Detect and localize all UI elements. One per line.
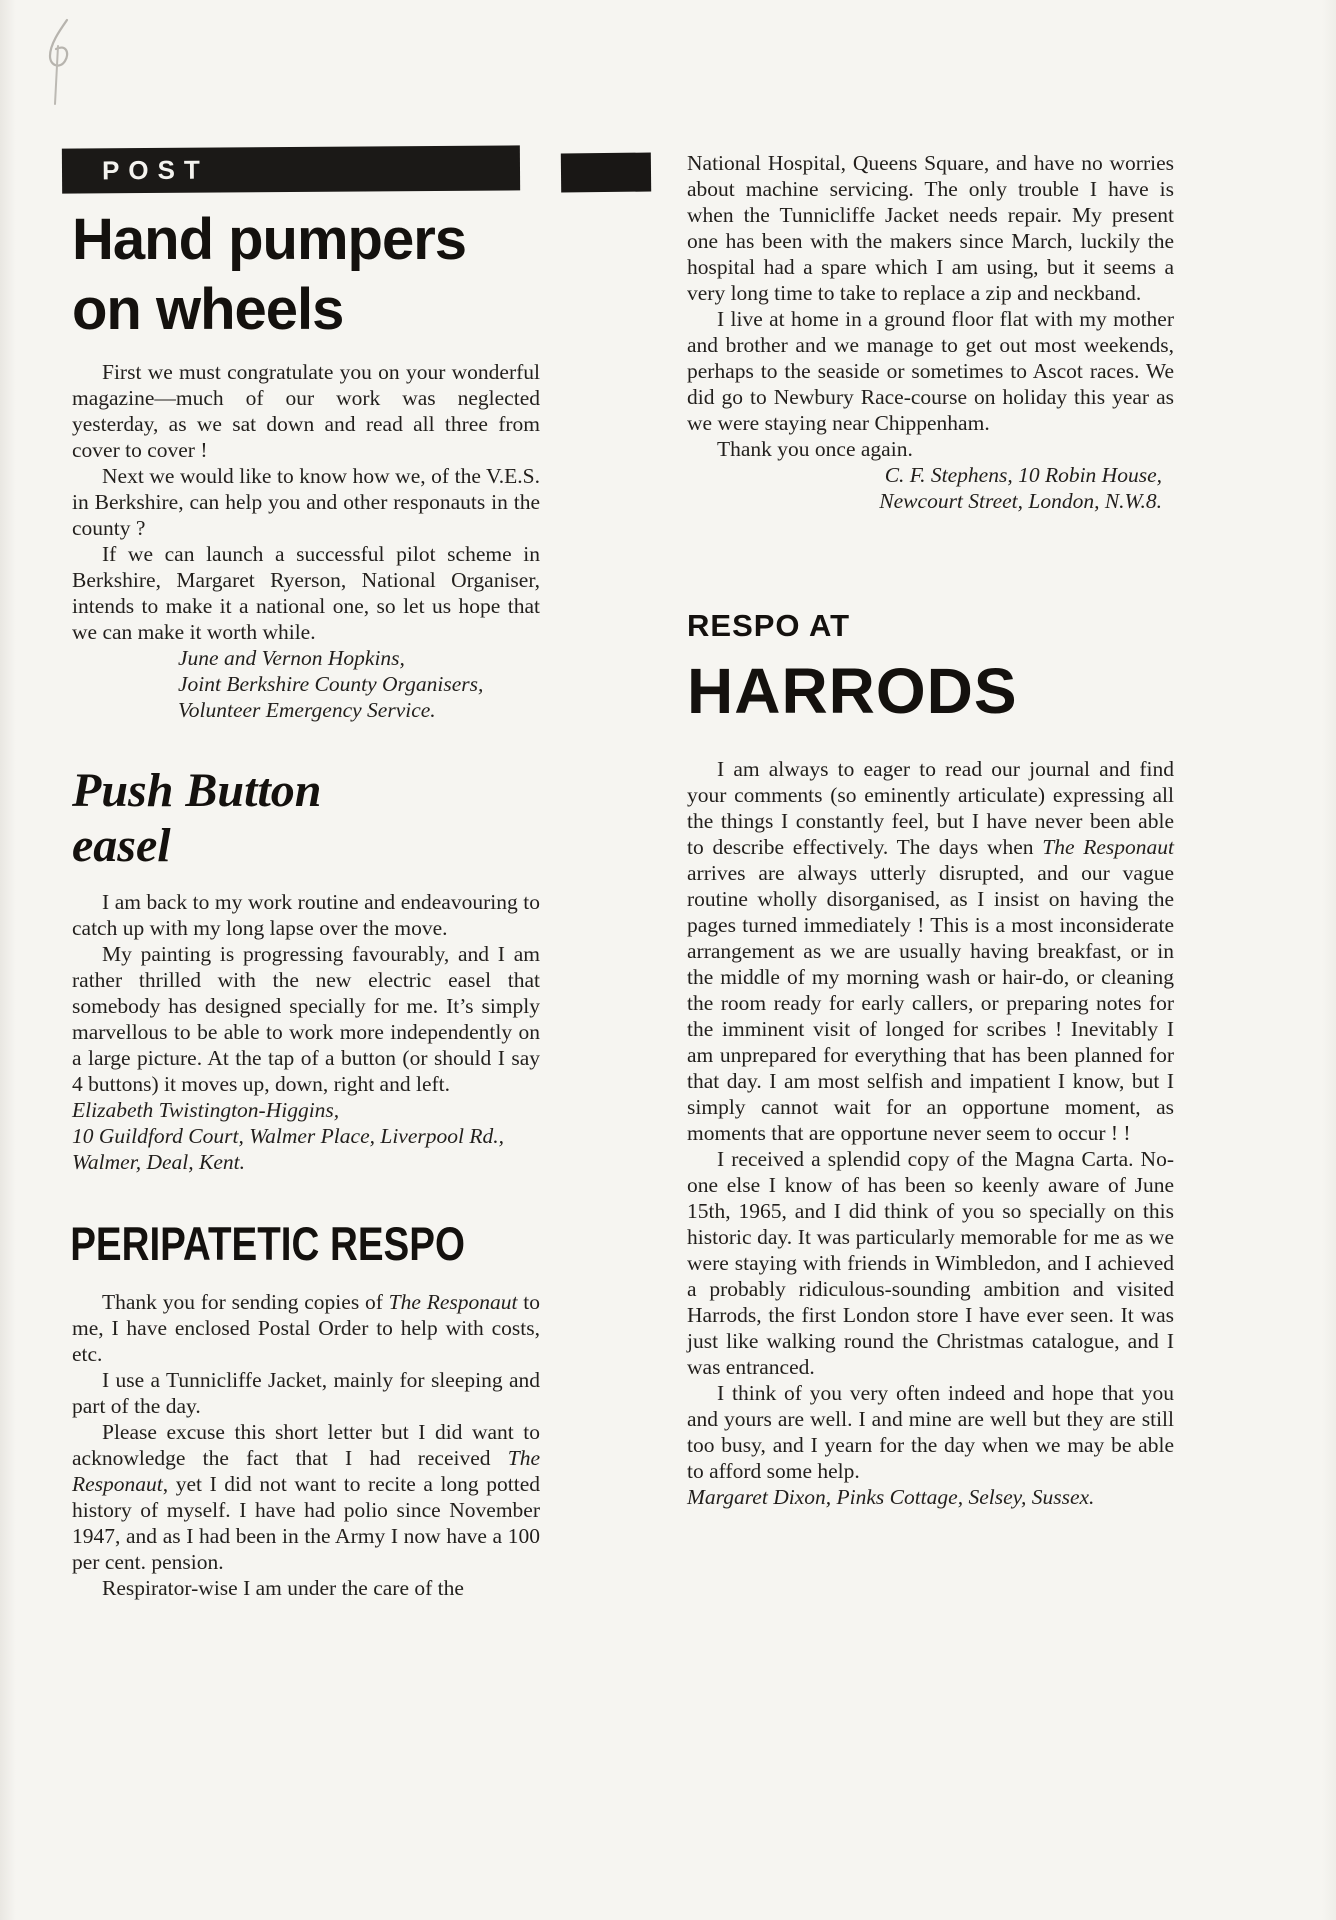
article-title-push-button-easel bbox=[62, 763, 540, 873]
right-column bbox=[687, 150, 1174, 1510]
title-line: on wheels bbox=[72, 277, 344, 342]
letter-paragraph: I think of you very often indeed and hope that you and yours are well. I and mine are well but they are still too busy, and I yearn for the day when we may be able to afford some help. bbox=[687, 1381, 1174, 1483]
ink-block-mark bbox=[561, 153, 651, 193]
letter-paragraph: Next we would like to know how we, of the V.E.S. in Berkshire, can help you and other responauts in the county ? bbox=[72, 464, 540, 540]
letter-paragraph: Thank you once again. bbox=[717, 437, 913, 461]
letter-paragraph: Respirator-wise I am under the care of the bbox=[102, 1576, 464, 1600]
letter-signature bbox=[178, 645, 540, 723]
signature-line: Elizabeth Twistington-Higgins, bbox=[72, 1098, 340, 1122]
left-column bbox=[62, 205, 540, 1601]
article-kicker-respo-at: RESPO AT bbox=[687, 608, 851, 643]
signature-line: C. F. Stephens, 10 Robin House, bbox=[884, 463, 1162, 487]
article-title-peripatetic-respo: PERIPATETIC RESPO bbox=[70, 1217, 465, 1270]
signature-line: Volunteer Emergency Service. bbox=[178, 698, 436, 722]
letter-signature bbox=[62, 1097, 540, 1175]
letter-paragraph: I am always to eager to read our journal and find your comments (so eminently articulate) expressing all the things I constantly feel, but I have never been able to describe effectively. The days when The Responaut arrives are always utterly disrupted, and our vague routine wholly disorganised, as I insist on having the pages turned immediately ! This is a most inconsiderate arrangement as we are usually having breakfast, or in the middle of my morning wash or hair-do, or cleaning the room ready for early callers, or preparing notes for the imminent visit of longed for scribes ! Inevitably I am unprepared for everything that has been planned for that day. I am most selfish and impatient I know, but I simply cannot wait for an opportune moment, as moments that are opportune never seem to occur ! ! bbox=[687, 757, 1174, 1145]
letter-paragraph: I use a Tunnicliffe Jacket, mainly for sleeping and part of the day. bbox=[72, 1368, 540, 1418]
letter-paragraph: My painting is progressing favourably, and I am rather thrilled with the new electric easel that somebody has designed specially for me. It’s simply marvellous to be able to work more independently on a large picture. At the tap of a button (or should I say 4 buttons) it moves up, down, right and left. bbox=[72, 942, 540, 1096]
letter-paragraph: Please excuse this short letter but I did want to acknowledge the fact that I had received The Responaut, yet I did not want to recite a long potted history of myself. I have had polio since November 1947, and as I had been in the Army I now have a 100 per cent. pension. bbox=[72, 1420, 540, 1574]
title-line: Push Button bbox=[72, 764, 322, 817]
article-title-harrods: HARRODS bbox=[687, 655, 1018, 727]
signature-line: June and Vernon Hopkins, bbox=[178, 646, 405, 670]
letter-paragraph: If we can launch a successful pilot scheme in Berkshire, Margaret Ryerson, National Organiser, intends to make it a national one, so let us hope that we can make it worth while. bbox=[72, 542, 540, 644]
letter-paragraph: Thank you for sending copies of The Responaut to me, I have enclosed Postal Order to help with costs, etc. bbox=[72, 1290, 540, 1366]
letter-paragraph: First we must congratulate you on your wonderful magazine—much of our work was neglected yesterday, as we sat down and read all three from cover to cover ! bbox=[72, 360, 540, 462]
signature-line: Walmer, Deal, Kent. bbox=[72, 1150, 245, 1174]
title-line: easel bbox=[72, 819, 171, 872]
letter-signature bbox=[687, 462, 1174, 514]
letter-paragraph: I received a splendid copy of the Magna Carta. No-one else I know of has been so keenly aware of June 15th, 1965, and I did think of you so specially on this historic day. It was particularly memorable for me as we were staying with friends in Wimbledon, and I achieved a probably ridiculous-sounding ambition and visited Harrods, the first London store I have ever seen. It was just like walking round the Christmas catalogue, and I was entranced. bbox=[687, 1147, 1174, 1379]
letter-signature bbox=[687, 1484, 1174, 1510]
handwritten-4-pencil-mark bbox=[40, 16, 84, 108]
letter-paragraph: I live at home in a ground floor flat with my mother and brother and we manage to get out most weekends, perhaps to the seaside or sometimes to Ascot races. We did go to Newbury Race-course on holiday this year as we were staying near Chippenham. bbox=[687, 307, 1174, 435]
title-line: Hand pumpers bbox=[72, 207, 467, 272]
post-section-bar bbox=[62, 145, 520, 193]
signature-line: 10 Guildford Court, Walmer Place, Liverpool Rd., bbox=[72, 1124, 504, 1148]
letter-paragraph-continuation: National Hospital, Queens Square, and have no worries about machine servicing. The only trouble I have is when the Tunnicliffe Jacket needs repair. My present one has been with the makers since March, luckily the hospital had a spare which I am using, but it seems a very long time to take to replace a zip and neckband. bbox=[687, 151, 1174, 305]
signature-line: Joint Berkshire County Organisers, bbox=[178, 672, 484, 696]
signature-line: Margaret Dixon, Pinks Cottage, Selsey, Sussex. bbox=[687, 1485, 1095, 1509]
post-section-label: POST bbox=[101, 154, 209, 186]
letter-paragraph: I am back to my work routine and endeavouring to catch up with my long lapse over the move. bbox=[72, 890, 540, 940]
signature-line: Newcourt Street, London, N.W.8. bbox=[879, 489, 1162, 513]
article-title-hand-pumpers bbox=[62, 205, 540, 345]
